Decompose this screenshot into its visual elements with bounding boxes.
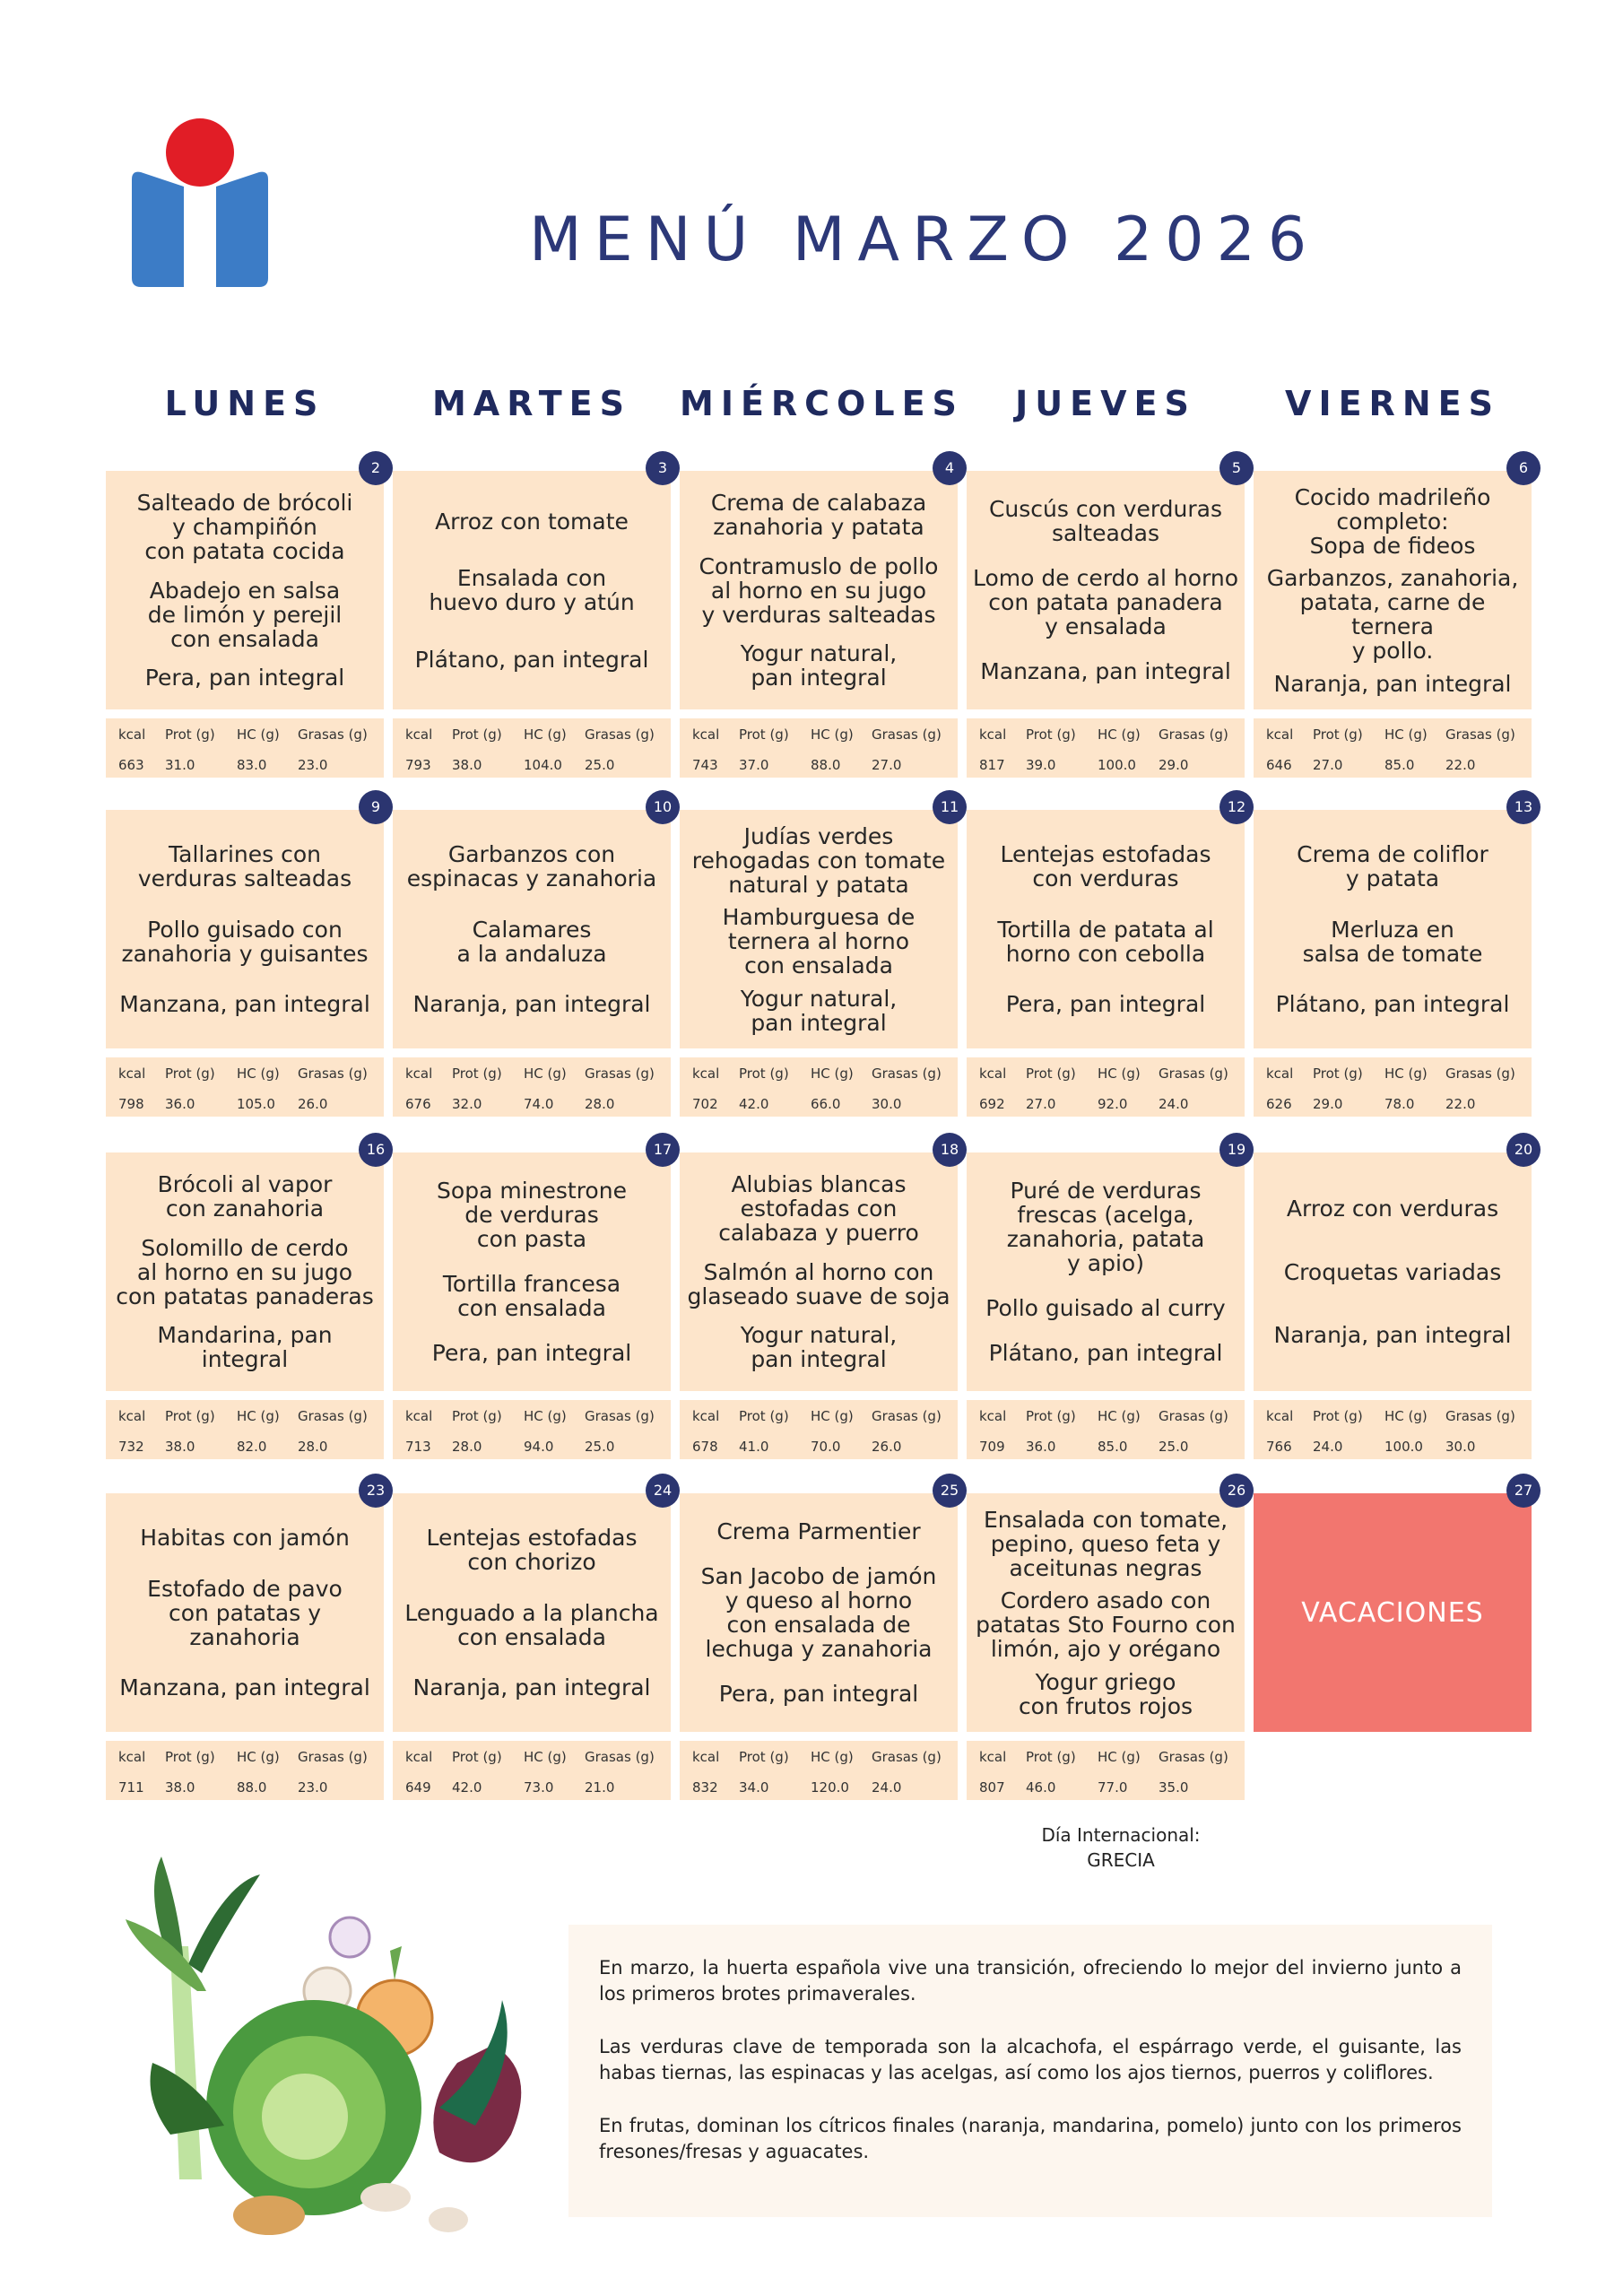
nutrition-value: 626 (1266, 1095, 1292, 1112)
nutrition-table (106, 718, 384, 778)
nutrition-header: Prot (g) (165, 1749, 215, 1765)
day-number-badge: 20 (1506, 1133, 1541, 1167)
nutrition-value: 28.0 (452, 1438, 482, 1455)
dessert-item: Yogur griego con frutos rojos (1018, 1668, 1193, 1719)
dessert-item: Manzana, pan integral (980, 658, 1231, 684)
dish-item: Croquetas variadas (1283, 1258, 1502, 1285)
nutrition-header: HC (g) (237, 1749, 280, 1765)
nutrition-header: kcal (979, 1408, 1007, 1424)
nutrition-header: Grasas (g) (298, 1408, 368, 1424)
nutrition-header: kcal (979, 726, 1007, 743)
dish-item: Hamburguesa de ternera al horno con ensalada (722, 904, 916, 978)
nutrition-table (106, 1057, 384, 1117)
nutrition-header: kcal (405, 1065, 433, 1082)
day-number-badge: 4 (933, 451, 967, 485)
dessert-item: Yogur natural, pan integral (740, 985, 898, 1036)
nutrition-header: HC (g) (237, 1408, 280, 1424)
nutrition-value: 27.0 (872, 756, 902, 773)
nutrition-value: 649 (405, 1779, 431, 1796)
nutrition-table (967, 1400, 1245, 1459)
menu-box (106, 1493, 384, 1732)
menu-box (967, 1152, 1245, 1391)
nutrition-header: HC (g) (811, 726, 854, 743)
day-header-miercoles: MIÉRCOLES (680, 384, 964, 423)
holiday-box: VACACIONES (1254, 1493, 1532, 1732)
nutrition-value: 27.0 (1313, 756, 1343, 773)
nutrition-value: 73.0 (524, 1779, 554, 1796)
dish-item: Salteado de brócoli y champiñón con patata cocida (136, 490, 353, 565)
dish-item: Judías verdes rehogadas con tomate natural y patata (691, 822, 946, 898)
menu-box (967, 1493, 1245, 1732)
day-number-badge: 23 (359, 1474, 393, 1508)
nutrition-header: Grasas (g) (872, 1065, 942, 1082)
dish-item: Crema de calabaza zanahoria y patata (710, 490, 927, 541)
nutrition-value: 83.0 (237, 756, 267, 773)
nutrition-header: Prot (g) (1026, 1749, 1076, 1765)
nutrition-value: 692 (979, 1095, 1005, 1112)
day-header-lunes: LUNES (164, 384, 325, 423)
nutrition-header: kcal (1266, 1065, 1294, 1082)
day-number-badge: 19 (1219, 1133, 1254, 1167)
nutrition-value: 646 (1266, 756, 1292, 773)
dish-item: Tallarines con verduras salteadas (137, 840, 352, 891)
dish-item: Crema Parmentier (716, 1518, 921, 1544)
day-number-badge: 11 (933, 790, 967, 824)
nutrition-table (1254, 1400, 1532, 1459)
nutrition-value: 732 (118, 1438, 144, 1455)
menu-box (393, 1152, 671, 1391)
nutrition-value: 42.0 (739, 1095, 769, 1112)
dessert-item: Pera, pan integral (144, 664, 345, 691)
nutrition-value: 36.0 (165, 1095, 195, 1112)
nutrition-table (1254, 1057, 1532, 1117)
dish-item: Habitas con jamón (140, 1524, 350, 1551)
nutrition-header: Prot (g) (1313, 726, 1363, 743)
dish-item: Cordero asado con patatas Sto Fourno con limón, ajo y orégano (976, 1587, 1236, 1662)
dessert-item: Manzana, pan integral (119, 1674, 370, 1701)
international-day-note (986, 1822, 1255, 1873)
nutrition-value: 82.0 (237, 1438, 267, 1455)
menu-box (967, 471, 1245, 709)
info-paragraph: En marzo, la huerta española vive una transición, ofreciendo lo mejor del invierno junto a los primeros brotes primaverales. (599, 1957, 1462, 2005)
dessert-item: Manzana, pan integral (119, 991, 370, 1018)
seasonal-info-box (568, 1925, 1492, 2217)
nutrition-header: HC (g) (237, 726, 280, 743)
nutrition-header: HC (g) (524, 1065, 567, 1082)
nutrition-header: kcal (979, 1065, 1007, 1082)
nutrition-header: HC (g) (811, 1749, 854, 1765)
nutrition-header: kcal (692, 726, 720, 743)
nutrition-value: 766 (1266, 1438, 1292, 1455)
dish-item: Ensalada con huevo duro y atún (429, 565, 635, 615)
day-number-badge: 5 (1219, 451, 1254, 485)
nutrition-header: Grasas (g) (585, 726, 655, 743)
nutrition-value: 676 (405, 1095, 431, 1112)
day-header-viernes: VIERNES (1285, 384, 1500, 423)
nutrition-header: kcal (1266, 726, 1294, 743)
dish-item: Solomillo de cerdo al horno en su jugo con patatas panaderas (116, 1234, 374, 1309)
nutrition-header: kcal (979, 1749, 1007, 1765)
dish-item: Calamares a la andaluza (456, 916, 607, 967)
menu-box (680, 471, 958, 709)
dish-item: Cocido madrileño completo: Sopa de fideos (1294, 483, 1491, 559)
dish-item: Cuscús con verduras salteadas (988, 496, 1223, 546)
nutrition-table (680, 1741, 958, 1800)
nutrition-value: 28.0 (585, 1095, 615, 1112)
dish-item: Sopa minestrone de verduras con pasta (437, 1178, 627, 1252)
nutrition-header: Grasas (g) (585, 1408, 655, 1424)
menu-box (680, 1152, 958, 1391)
nutrition-value: 25.0 (1159, 1438, 1189, 1455)
nutrition-header: Prot (g) (739, 1749, 789, 1765)
nutrition-header: Prot (g) (452, 1408, 502, 1424)
nutrition-value: 26.0 (298, 1095, 328, 1112)
nutrition-value: 66.0 (811, 1095, 841, 1112)
nutrition-header: HC (g) (811, 1065, 854, 1082)
day-header-jueves: JUEVES (1015, 384, 1196, 423)
nutrition-header: Grasas (g) (585, 1749, 655, 1765)
nutrition-value: 22.0 (1445, 1095, 1476, 1112)
nutrition-header: Prot (g) (165, 726, 215, 743)
nutrition-table (106, 1741, 384, 1800)
nutrition-header: kcal (692, 1065, 720, 1082)
nutrition-header: Grasas (g) (1445, 1408, 1515, 1424)
nutrition-header: Prot (g) (1313, 1065, 1363, 1082)
nutrition-header: kcal (1266, 1408, 1294, 1424)
nutrition-value: 711 (118, 1779, 144, 1796)
day-number-badge: 17 (646, 1133, 680, 1167)
nutrition-value: 39.0 (1026, 756, 1056, 773)
nutrition-header: Prot (g) (739, 1065, 789, 1082)
nutrition-header: HC (g) (1098, 1065, 1141, 1082)
menu-box (106, 810, 384, 1048)
nutrition-value: 104.0 (524, 756, 562, 773)
nutrition-table (967, 718, 1245, 778)
nutrition-table (393, 718, 671, 778)
dish-item: Crema de coliflor y patata (1297, 840, 1488, 891)
nutrition-value: 120.0 (811, 1779, 849, 1796)
nutrition-value: 21.0 (585, 1779, 615, 1796)
day-number-badge: 3 (646, 451, 680, 485)
nutrition-header: HC (g) (524, 1749, 567, 1765)
nutrition-header: HC (g) (1098, 726, 1141, 743)
nutrition-header: Prot (g) (165, 1408, 215, 1424)
dish-item: Arroz con verduras (1286, 1196, 1499, 1222)
nutrition-header: kcal (692, 1408, 720, 1424)
dish-item: Garbanzos, zanahoria, patata, carne de ternera y pollo. (1266, 565, 1519, 664)
nutrition-header: HC (g) (237, 1065, 280, 1082)
nutrition-header: Prot (g) (1026, 726, 1076, 743)
nutrition-value: 35.0 (1159, 1779, 1189, 1796)
nutrition-header: kcal (118, 1749, 146, 1765)
nutrition-value: 88.0 (811, 756, 841, 773)
nutrition-value: 74.0 (524, 1095, 554, 1112)
nutrition-value: 46.0 (1026, 1779, 1056, 1796)
nutrition-table (680, 1057, 958, 1117)
nutrition-value: 793 (405, 756, 431, 773)
nutrition-value: 27.0 (1026, 1095, 1056, 1112)
nutrition-header: Grasas (g) (1159, 726, 1228, 743)
nutrition-table (680, 718, 958, 778)
menu-box (393, 810, 671, 1048)
dish-item: Lenguado a la plancha con ensalada (404, 1599, 659, 1650)
nutrition-header: kcal (405, 1749, 433, 1765)
nutrition-header: Grasas (g) (1445, 726, 1515, 743)
nutrition-value: 24.0 (1313, 1438, 1343, 1455)
dish-item: Lentejas estofadas con verduras (1000, 840, 1211, 891)
nutrition-header: kcal (118, 726, 146, 743)
nutrition-value: 798 (118, 1095, 144, 1112)
dessert-item: Yogur natural, pan integral (740, 639, 898, 691)
nutrition-header: Grasas (g) (298, 1065, 368, 1082)
nutrition-value: 77.0 (1098, 1779, 1128, 1796)
nutrition-header: kcal (118, 1065, 146, 1082)
dessert-item: Pera, pan integral (1005, 991, 1206, 1018)
dish-item: Lomo de cerdo al horno con patata panadera y ensalada (973, 565, 1238, 639)
nutrition-value: 70.0 (811, 1438, 841, 1455)
nutrition-header: Prot (g) (739, 1408, 789, 1424)
nutrition-table (393, 1057, 671, 1117)
nutrition-table (106, 1400, 384, 1459)
nutrition-table (967, 1741, 1245, 1800)
nutrition-value: 41.0 (739, 1438, 769, 1455)
nutrition-header: Prot (g) (1026, 1065, 1076, 1082)
nutrition-value: 38.0 (165, 1779, 195, 1796)
nutrition-header: HC (g) (524, 726, 567, 743)
nutrition-header: Grasas (g) (298, 726, 368, 743)
nutrition-header: Prot (g) (452, 1065, 502, 1082)
nutrition-value: 42.0 (452, 1779, 482, 1796)
nutrition-header: Prot (g) (1026, 1408, 1076, 1424)
menu-box (680, 810, 958, 1048)
nutrition-value: 85.0 (1098, 1438, 1128, 1455)
nutrition-value: 28.0 (298, 1438, 328, 1455)
nutrition-value: 713 (405, 1438, 431, 1455)
nutrition-value: 702 (692, 1095, 718, 1112)
nutrition-value: 678 (692, 1438, 718, 1455)
nutrition-value: 36.0 (1026, 1438, 1056, 1455)
day-header-martes: MARTES (431, 384, 632, 423)
nutrition-table (967, 1057, 1245, 1117)
nutrition-value: 92.0 (1098, 1095, 1128, 1112)
dessert-item: Naranja, pan integral (412, 1674, 651, 1701)
dish-item: Arroz con tomate (435, 508, 629, 535)
nutrition-header: kcal (405, 726, 433, 743)
nutrition-value: 37.0 (739, 756, 769, 773)
nutrition-table (393, 1400, 671, 1459)
international-day-country: GRECIA (1087, 1849, 1155, 1871)
dessert-item: Yogur natural, pan integral (740, 1321, 898, 1372)
nutrition-value: 30.0 (1445, 1438, 1476, 1455)
nutrition-header: kcal (118, 1408, 146, 1424)
nutrition-header: Grasas (g) (1445, 1065, 1515, 1082)
nutrition-value: 29.0 (1159, 756, 1189, 773)
nutrition-value: 25.0 (585, 756, 615, 773)
day-number-badge: 18 (933, 1133, 967, 1167)
nutrition-value: 832 (692, 1779, 718, 1796)
nutrition-header: HC (g) (524, 1408, 567, 1424)
nutrition-value: 30.0 (872, 1095, 902, 1112)
menu-box (1254, 1152, 1532, 1391)
nutrition-value: 25.0 (585, 1438, 615, 1455)
day-number-badge: 16 (359, 1133, 393, 1167)
nutrition-value: 26.0 (872, 1438, 902, 1455)
nutrition-table (1254, 718, 1532, 778)
nutrition-header: Grasas (g) (872, 1408, 942, 1424)
nutrition-header: HC (g) (811, 1408, 854, 1424)
nutrition-header: kcal (405, 1408, 433, 1424)
day-number-badge: 13 (1506, 790, 1541, 824)
nutrition-value: 105.0 (237, 1095, 275, 1112)
menu-box (393, 471, 671, 709)
menu-box (967, 810, 1245, 1048)
nutrition-value: 24.0 (1159, 1095, 1189, 1112)
nutrition-table (393, 1741, 671, 1800)
day-number-badge: 26 (1219, 1474, 1254, 1508)
dessert-item: Mandarina, pan integral (157, 1321, 333, 1372)
nutrition-header: HC (g) (1098, 1408, 1141, 1424)
nutrition-value: 100.0 (1098, 756, 1136, 773)
nutrition-value: 34.0 (739, 1779, 769, 1796)
nutrition-header: Grasas (g) (1159, 1749, 1228, 1765)
nutrition-header: Grasas (g) (1159, 1065, 1228, 1082)
dish-item: Tortilla francesa con ensalada (442, 1271, 621, 1321)
nutrition-value: 22.0 (1445, 756, 1476, 773)
nutrition-header: Prot (g) (452, 726, 502, 743)
nutrition-value: 23.0 (298, 756, 328, 773)
menu-box (1254, 471, 1532, 709)
nutrition-value: 100.0 (1384, 1438, 1423, 1455)
dessert-item: Plátano, pan integral (1275, 991, 1510, 1018)
nutrition-header: HC (g) (1098, 1749, 1141, 1765)
dish-item: Contramuslo de pollo al horno en su jugo y verduras salteadas (699, 552, 939, 628)
nutrition-value: 38.0 (165, 1438, 195, 1455)
dessert-item: Pera, pan integral (718, 1681, 919, 1707)
nutrition-value: 817 (979, 756, 1005, 773)
dish-item: Brócoli al vapor con zanahoria (157, 1171, 333, 1222)
day-number-badge: 12 (1219, 790, 1254, 824)
nutrition-header: Grasas (g) (872, 1749, 942, 1765)
school-logo (128, 117, 272, 287)
dessert-item: Naranja, pan integral (1273, 1321, 1512, 1348)
nutrition-header: kcal (692, 1749, 720, 1765)
nutrition-value: 38.0 (452, 756, 482, 773)
nutrition-header: HC (g) (1384, 726, 1428, 743)
nutrition-value: 94.0 (524, 1438, 554, 1455)
dish-item: Ensalada con tomate, pepino, queso feta y aceitunas negras (983, 1506, 1228, 1581)
nutrition-header: Prot (g) (165, 1065, 215, 1082)
nutrition-header: HC (g) (1384, 1065, 1428, 1082)
menu-box (106, 1152, 384, 1391)
day-number-badge: 2 (359, 451, 393, 485)
dessert-item: Plátano, pan integral (988, 1340, 1223, 1366)
nutrition-value: 85.0 (1384, 756, 1415, 773)
day-number-badge: 6 (1506, 451, 1541, 485)
nutrition-value: 29.0 (1313, 1095, 1343, 1112)
dish-item: Merluza en salsa de tomate (1302, 916, 1483, 967)
dish-item: Alubias blancas estofadas con calabaza y puerro (718, 1171, 919, 1247)
nutrition-value: 88.0 (237, 1779, 267, 1796)
dish-item: San Jacobo de jamón y queso al horno con ensalada de lechuga y zanahoria (700, 1563, 937, 1662)
nutrition-header: Grasas (g) (872, 726, 942, 743)
day-number-badge: 10 (646, 790, 680, 824)
nutrition-value: 807 (979, 1779, 1005, 1796)
day-number-badge: 24 (646, 1474, 680, 1508)
dessert-item: Plátano, pan integral (414, 646, 649, 673)
nutrition-value: 743 (692, 756, 718, 773)
dish-item: Salmón al horno con glaseado suave de soja (687, 1258, 950, 1309)
nutrition-header: Prot (g) (739, 726, 789, 743)
dessert-item: Naranja, pan integral (1273, 670, 1512, 697)
nutrition-value: 24.0 (872, 1779, 902, 1796)
nutrition-value: 709 (979, 1438, 1005, 1455)
day-number-badge: 27 (1506, 1474, 1541, 1508)
day-number-badge: 9 (359, 790, 393, 824)
dish-item: Pollo guisado al curry (985, 1295, 1226, 1321)
international-day-label: Día Internacional: (1041, 1824, 1201, 1846)
nutrition-header: Grasas (g) (1159, 1408, 1228, 1424)
menu-box (1254, 810, 1532, 1048)
dish-item: Estofado de pavo con patatas y zanahoria (147, 1575, 343, 1650)
dish-item: Pollo guisado con zanahoria y guisantes (121, 916, 369, 967)
dish-item: Tortilla de patata al horno con cebolla (997, 916, 1214, 967)
vegetables-illustration (117, 1839, 556, 2242)
dish-item: Abadejo en salsa de limón y perejil con ensalada (147, 577, 343, 652)
nutrition-header: Grasas (g) (298, 1749, 368, 1765)
info-paragraph: Las verduras clave de temporada son la alcachofa, el espárrago verde, el guisante, las habas tiernas, las espinacas y las acelgas, así como los ajos tiernos, puerros y coliflores. (599, 2036, 1462, 2083)
dish-item: Garbanzos con espinacas y zanahoria (406, 840, 657, 891)
nutrition-value: 663 (118, 756, 144, 773)
nutrition-value: 78.0 (1384, 1095, 1415, 1112)
menu-box (106, 471, 384, 709)
nutrition-header: Prot (g) (1313, 1408, 1363, 1424)
page-title: MENÚ MARZO 2026 (529, 204, 1320, 275)
menu-box (680, 1493, 958, 1732)
menu-box (393, 1493, 671, 1732)
nutrition-value: 23.0 (298, 1779, 328, 1796)
info-paragraph: En frutas, dominan los cítricos finales (naranja, mandarina, pomelo) junto con los primeros fresones/fresas y aguacates. (599, 2115, 1462, 2162)
nutrition-table (680, 1400, 958, 1459)
nutrition-header: Prot (g) (452, 1749, 502, 1765)
dessert-item: Pera, pan integral (431, 1340, 632, 1366)
nutrition-header: Grasas (g) (585, 1065, 655, 1082)
dessert-item: Naranja, pan integral (412, 991, 651, 1018)
dish-item: Lentejas estofadas con chorizo (426, 1524, 638, 1575)
nutrition-header: HC (g) (1384, 1408, 1428, 1424)
day-number-badge: 25 (933, 1474, 967, 1508)
dish-item: Puré de verduras frescas (acelga, zanahoria, patata y apio) (1006, 1178, 1205, 1276)
nutrition-value: 31.0 (165, 756, 195, 773)
nutrition-value: 32.0 (452, 1095, 482, 1112)
